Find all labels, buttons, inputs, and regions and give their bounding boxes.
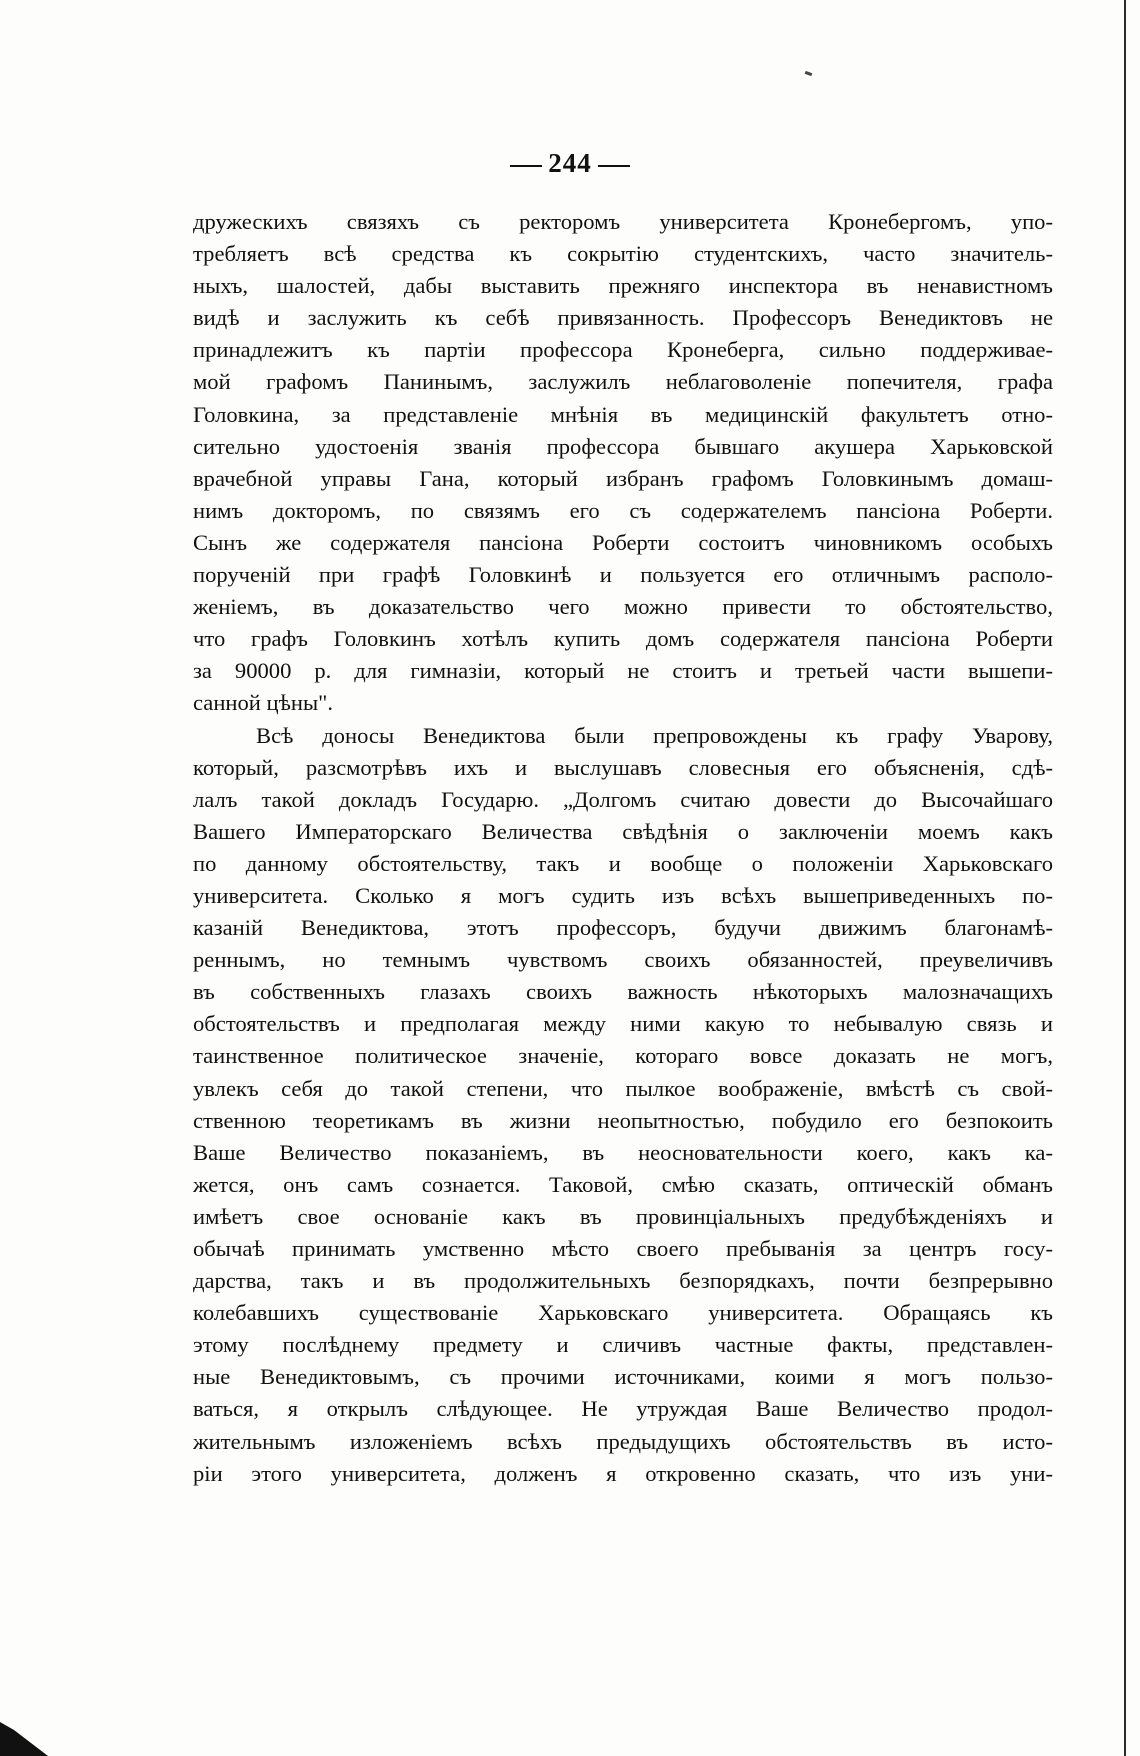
text-line: обычаѣ принимать умственно мѣсто своего пребыванія за центръ госу- [193, 1236, 1053, 1261]
text-line: нимъ докторомъ, по связямъ его съ содержателемъ пансіона Роберти. [193, 497, 1053, 523]
scan-speck [805, 71, 813, 76]
dash-right [598, 165, 630, 167]
text-line: врачебной управы Гана, который избранъ графомъ Головкинымъ домаш- [193, 465, 1053, 491]
text-line: видѣ и заслужить къ себѣ привязанность. Профессоръ Венедиктовъ не [193, 305, 1053, 331]
text-line: имѣетъ свое основаніе какъ въ провинціальныхъ предубѣжденіяхъ и [193, 1203, 1053, 1229]
text-line-paragraph-end: санной цѣны". [193, 690, 334, 716]
text-line: по данному обстоятельству, такъ и вообще о положеніи Харьковскаго [193, 850, 1053, 876]
text-line: который, разсмотрѣвъ ихъ и выслушавъ словесныя его объясненія, сдѣ- [193, 754, 1053, 780]
text-line: женіемъ, въ доказательство чего можно привести то обстоятельство, [193, 594, 1053, 620]
text-line: казаній Венедиктова, этотъ профессоръ, будучи движимъ благонамѣ- [193, 915, 1053, 941]
text-line: Сынъ же содержателя пансіона Роберти состоитъ чиновникомъ особыхъ [193, 529, 1053, 555]
text-line: требляетъ всѣ средства къ сокрытію студентскихъ, часто значитель- [193, 241, 1053, 267]
text-line: жется, онъ самъ сознается. Таковой, смѣю сказать, оптическій обманъ [193, 1171, 1053, 1197]
text-line: университета. Сколько я могъ судить изъ всѣхъ вышеприведенныхъ по- [193, 882, 1053, 908]
text-line: порученій при графѣ Головкинѣ и пользуется его отличнымъ располо- [193, 562, 1053, 588]
dash-left [510, 165, 542, 167]
text-line: таинственное политическое значеніе, котораго вовсе доказать не могъ, [193, 1043, 1053, 1069]
text-line: дарства, такъ и въ продолжительныхъ безпорядкахъ, почти безпрерывно [193, 1268, 1053, 1294]
text-line: жительнымъ изложеніемъ всѣхъ предыдущихъ обстоятельствъ въ исто- [193, 1428, 1053, 1454]
text-line: реннымъ, но темнымъ чувствомъ своихъ обязанностей, преувеличивъ [193, 947, 1053, 973]
text-line: ваться, я открылъ слѣдующее. Не утруждая Ваше Величество продол- [193, 1396, 1053, 1422]
page-number-text: 244 [548, 148, 592, 178]
text-line: обстоятельствъ и предполагая между ними какую то небывалую связь и [193, 1011, 1053, 1037]
text-line: этому послѣднему предмету и сличивъ частные факты, представлен- [193, 1332, 1053, 1358]
text-line: мой графомъ Панинымъ, заслужилъ неблаговоленіе попечителя, графа [193, 369, 1053, 395]
page-edge [1124, 0, 1126, 1756]
text-line: что графъ Головкинъ хотѣлъ купить домъ содержателя пансіона Роберти [193, 626, 1053, 652]
text-line-paragraph-start: Всѣ доносы Венедиктова были препровождены къ графу Уварову, [256, 722, 1053, 748]
text-line: Вашего Императорскаго Величества свѣдѣнія о заключеніи моемъ какъ [193, 818, 1053, 844]
text-line: за 90000 р. для гимназіи, который не стоитъ и третьей части вышепи- [193, 658, 1053, 684]
text-line: ственною теоретикамъ въ жизни неопытностью, побудило его безпокоить [193, 1107, 1053, 1133]
text-line: дружескихъ связяхъ съ ректоромъ университета Кронебергомъ, упо- [193, 209, 1053, 234]
text-line: увлекъ себя до такой степени, что пылкое воображеніе, вмѣстѣ съ свой- [193, 1075, 1053, 1101]
text-line: колебавшихъ существованіе Харьковскаго университета. Обращаясь къ [193, 1300, 1053, 1326]
text-line: Головкина, за представленіе мнѣнія въ медицинскій факультетъ отно- [193, 401, 1053, 427]
body-text [193, 206, 1053, 1490]
text-line: ныхъ, шалостей, дабы выставить прежняго инспектора въ ненавистномъ [193, 273, 1053, 299]
corner-arrow-icon [0, 1722, 48, 1756]
text-line: ріи этого университета, долженъ я откровенно сказать, что изъ уни- [193, 1460, 1053, 1486]
text-line: сительно удостоенія званія профессора бывшаго акушера Харьковской [193, 433, 1053, 459]
text-line: принадлежитъ къ партіи профессора Кронеберга, сильно поддерживае- [193, 337, 1053, 363]
text-line: ные Венедиктовымъ, съ прочими источниками, коими я могъ пользо- [193, 1364, 1053, 1390]
page-number [0, 148, 1140, 179]
text-line: лалъ такой докладъ Государю. „Долгомъ считаю довести до Высочайшаго [193, 786, 1053, 812]
text-line: Ваше Величество показаніемъ, въ неосновательности коего, какъ ка- [193, 1139, 1053, 1165]
text-line: въ собственныхъ глазахъ своихъ важность нѣкоторыхъ малозначащихъ [193, 979, 1053, 1005]
